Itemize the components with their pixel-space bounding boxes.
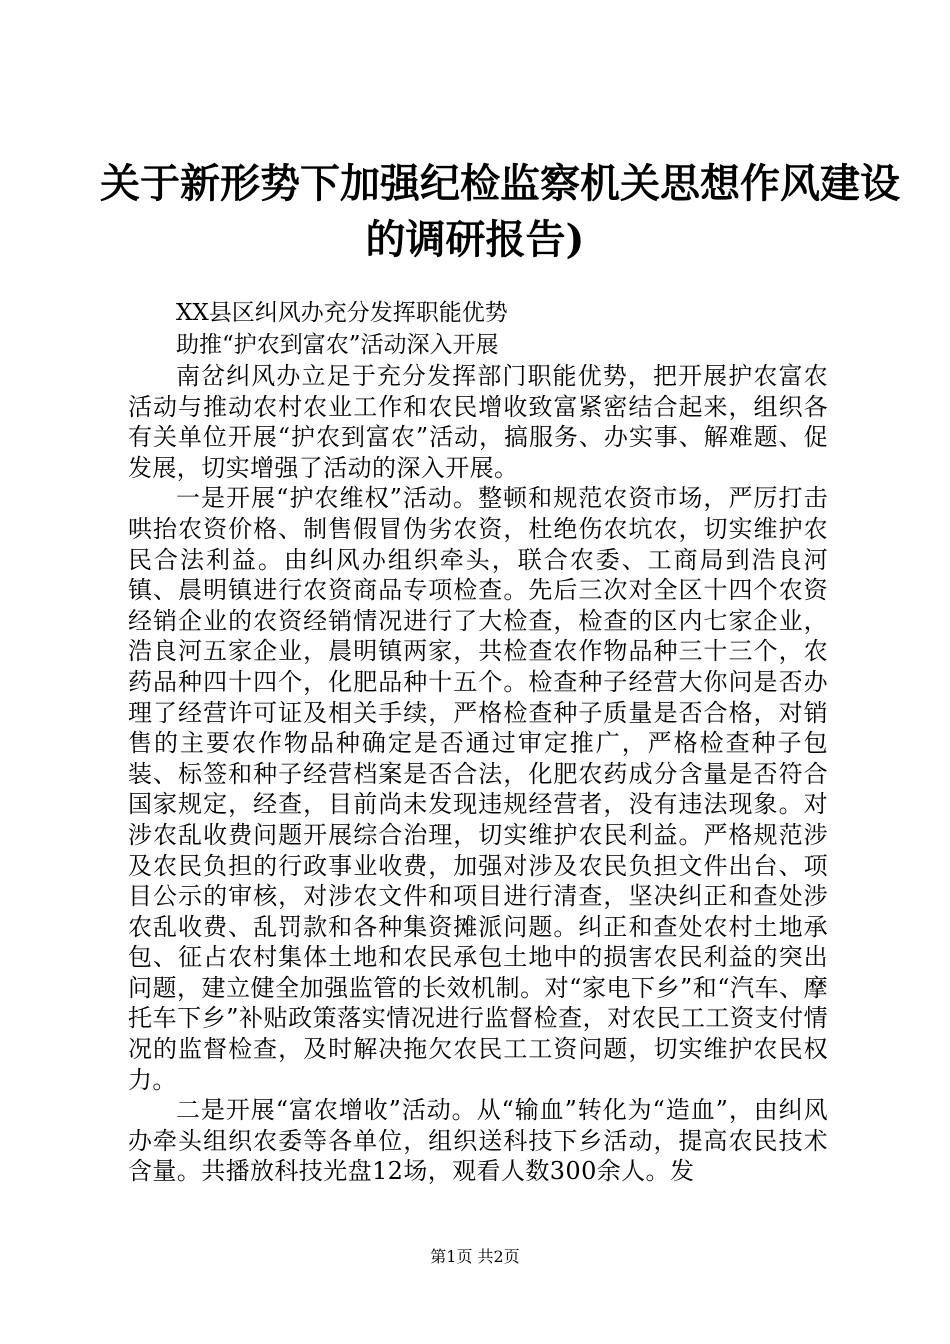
document-title-line-1: 关于新形势下加强纪检监察机关思想作风建设 [100,160,900,207]
subheading-1: XX县区纠风办充分发挥职能优势 [176,300,508,326]
paragraph-increase-income: 二是开展“富农增收”活动。从“输血”转化为“造血”，由纠风办牵头组织农委等各单位，组织送科技下乡活动，提高农民技术含量。共播放科技光盘12场，观看人数300余人。发 [128,1096,828,1186]
paragraph-protect-rights: 一是开展“护农维权”活动。整顿和规范农资市场，严厉打击哄抬农资价格、制售假冒伪劣农资，杜绝伤农坑农，切实维护农民合法利益。由纠风办组织牵头，联合农委、工商局到浩良河镇、晨明镇进行农资商品专项检查。先后三次对全区十四个农资经销企业的农资经销情况进行了大检查，检查的区内七家企业，浩良河五家企业，晨明镇两家，共检查农作物品种三十三个，农药品种四十四个，化肥品种十五个。检查种子经营大你问是否办理了经营许可证及相关手续，严格检查种子质量是否合格，对销售的主要农作物品种确定是否通过审定推广，严格检查种子包装、标签和种子经营档案是否合法，化肥农药成分含量是否符合国家规定，经查，目前尚未发现违规经营者，没有违法现象。对涉农乱收费问题开展综合治理，切实维护农民利益。严格规范涉及农民负担的行政事业收费，加强对涉及农民负担文件出台、项目公示的审核，对涉农文件和项目进行清查，坚决纠正和查处涉农乱收费、乱罚款和各种集资摊派问题。纠正和查处农村土地承包、征占农村集体土地和农民承包土地中的损害农民利益的突出问题，建立健全加强监管的长效机制。对“家电下乡”和“汽车、摩托车下乡”补贴政策落实情况进行监督检查，对农民工工资支付情况的监督检查，及时解决拖欠农民工工资问题，切实维护农民权力。 [128,484,828,1094]
subheading-2: 助推“护农到富农”活动深入开展 [176,332,499,358]
paragraph-intro: 南岔纠风办立足于充分发挥部门职能优势，把开展护农富农活动与推动农村农业工作和农民增收致富紧密结合起来，组织各有关单位开展“护农到富农”活动，搞服务、办实事、解难题、促发展，切实增强了活动的深入开展。 [128,362,828,482]
document-title-line-2: 的调研报告) [365,216,585,263]
document-body [128,361,828,1187]
page-footer: 第1页 共2页 [430,1247,520,1266]
